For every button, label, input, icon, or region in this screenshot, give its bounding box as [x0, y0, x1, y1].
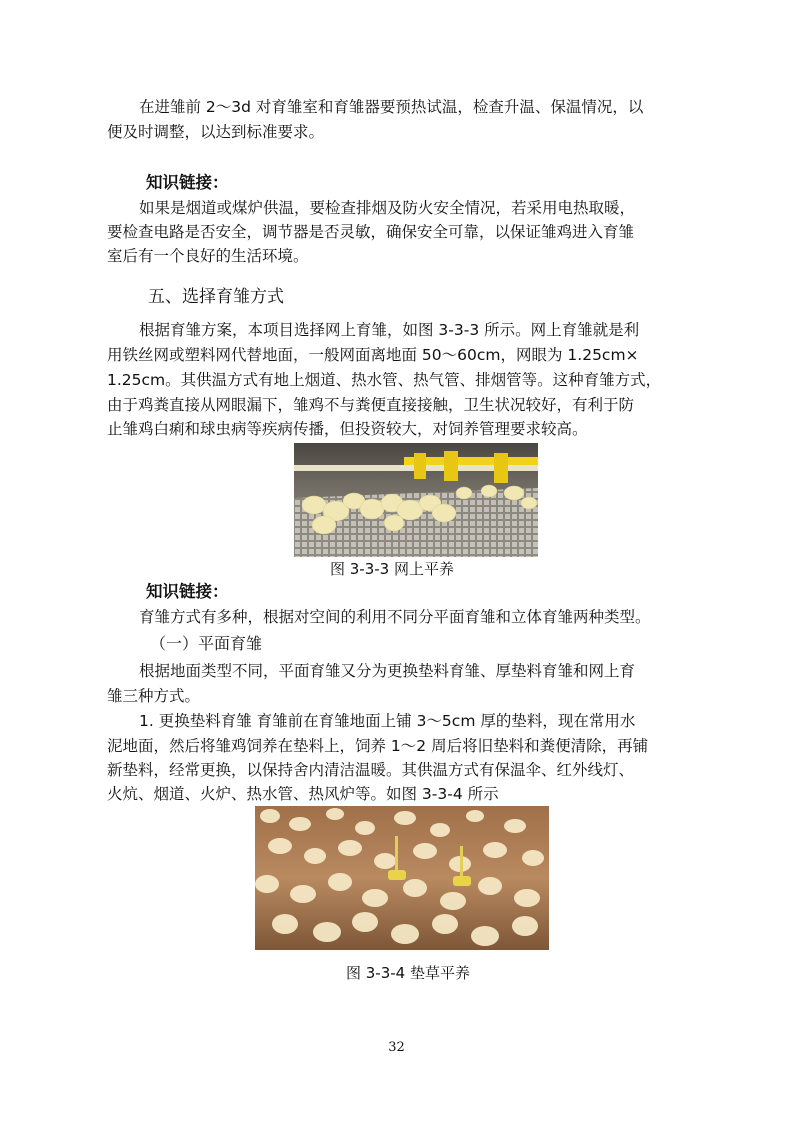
knowledge-link-line-3: 室后有一个良好的生活环境。: [107, 247, 309, 265]
method-line-4: 由于鸡粪直接从网眼漏下，雏鸡不与粪便直接接触，卫生状况较好，有利于防: [107, 396, 635, 414]
knowledge-link-2-title: 知识链接：: [146, 582, 229, 601]
section-heading: 五、选择育雏方式: [148, 287, 284, 307]
chick-net-photo-icon: [294, 443, 538, 557]
knowledge-link-title: 知识链接：: [146, 173, 229, 192]
subsection-line-2: 雏三种方式。: [107, 687, 201, 705]
figure-2-caption: 图 3-3-4 垫草平养: [346, 964, 470, 982]
method-line-1: 根据育雏方案，本项目选择网上育雏，如图 3-3-3 所示。网上育雏就是利: [139, 321, 640, 339]
method-line-3: 1.25cm。其供温方式有地上烟道、热水管、热气管、排烟管等。这种育雏方式，: [107, 371, 662, 389]
preheat-line-1: 在进雏前 2～3d 对育雏室和育雏器要预热试温，检查升温、保温情况，以: [139, 98, 644, 116]
knowledge-link-line-1: 如果是烟道或煤炉供温，要检查排烟及防火安全情况，若采用电热取暖，: [139, 199, 636, 217]
chick-litter-photo-icon: [255, 806, 549, 950]
method-line-2: 用铁丝网或塑料网代替地面，一般网面离地面 50～60cm，网眼为 1.25cm×: [107, 346, 639, 364]
figure-net-rearing: [294, 443, 538, 557]
method-line-5: 止雏鸡白痢和球虫病等疾病传播，但投资较大，对饲养管理要求较高。: [107, 420, 588, 438]
item-one-line-4: 火炕、烟道、火炉、热水管、热风炉等。如图 3-3-4 所示: [107, 785, 499, 803]
preheat-line-2: 便及时调整，以达到标准要求。: [107, 123, 325, 141]
page-number: 32: [388, 1040, 405, 1055]
figure-litter-rearing: [255, 806, 549, 950]
subsection-line-1: 根据地面类型不同，平面育雏又分为更换垫料育雏、厚垫料育雏和网上育: [139, 662, 636, 680]
subsection-heading: （一）平面育雏: [150, 634, 263, 653]
knowledge-link-line-2: 要检查电路是否安全，调节器是否灵敏，确保安全可靠，以保证雏鸡进入育雏: [107, 223, 635, 241]
figure-1-caption: 图 3-3-3 网上平养: [330, 560, 454, 578]
item-one-line-1: 1. 更换垫料育雏 育雏前在育雏地面上铺 3～5cm 厚的垫料，现在常用水: [139, 712, 636, 730]
item-one-line-3: 新垫料，经常更换，以保持舍内清洁温暖。其供温方式有保温伞、红外线灯、: [107, 761, 635, 779]
item-one-line-2: 泥地面，然后将雏鸡饲养在垫料上，饲养 1～2 周后将旧垫料和粪便清除，再铺: [107, 737, 649, 755]
knowledge-link-2-line-1: 育雏方式有多种，根据对空间的利用不同分平面育雏和立体育雏两种类型。: [139, 608, 651, 626]
